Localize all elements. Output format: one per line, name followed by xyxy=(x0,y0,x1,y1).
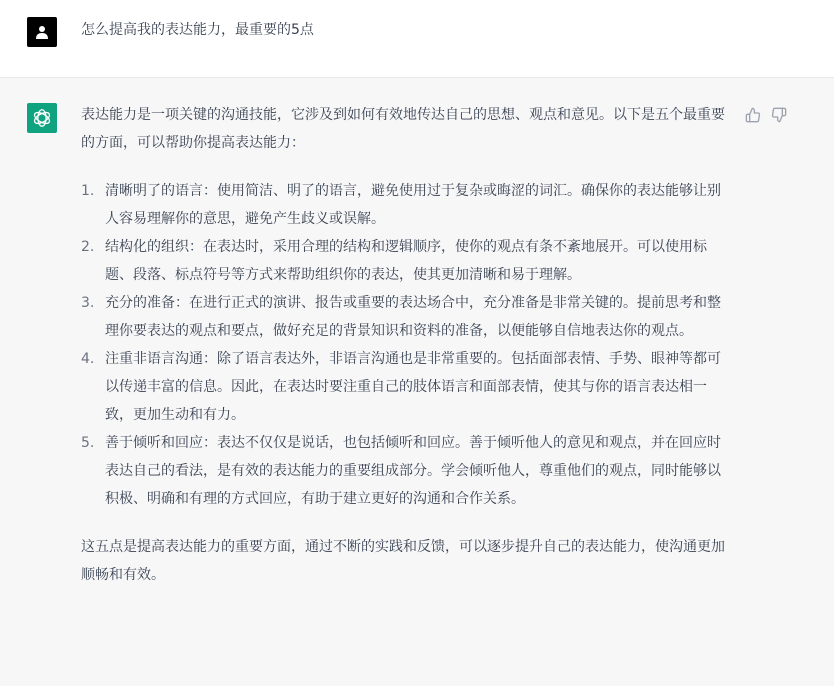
list-item xyxy=(81,345,731,429)
thumbs-up-icon xyxy=(745,107,761,123)
assistant-message-row xyxy=(0,78,834,686)
points-list xyxy=(81,177,731,513)
assistant-message-content xyxy=(81,101,731,589)
user-avatar xyxy=(27,17,57,47)
list-item-text: 善于倾听和回应：表达不仅仅是说话，也包括倾听和回应。善于倾听他人的意见和观点，并在回应时表达自己的看法，是有效的表达能力的重要组成部分。学会倾听他人，尊重他们的观点，同时能够以积极、明确和有理的方式回应，有助于建立更好的沟通和合作关系。 xyxy=(105,435,721,507)
thumbs-up-button[interactable] xyxy=(744,106,762,124)
feedback-buttons xyxy=(744,106,788,124)
user-icon xyxy=(35,25,49,39)
list-item xyxy=(81,177,731,233)
thumbs-down-button[interactable] xyxy=(770,106,788,124)
list-item-number: 5. xyxy=(81,435,95,451)
list-item-text: 清晰明了的语言：使用简洁、明了的语言，避免使用过于复杂或晦涩的词汇。确保你的表达能够让别人容易理解你的意思，避免产生歧义或误解。 xyxy=(105,183,721,227)
list-item-number: 2. xyxy=(81,239,95,255)
assistant-avatar xyxy=(27,103,57,133)
user-message-text: 怎么提高我的表达能力，最重要的5点 xyxy=(81,22,314,38)
list-item-number: 1. xyxy=(81,183,95,199)
list-item xyxy=(81,429,731,513)
list-item-number: 3. xyxy=(81,295,95,311)
list-item-text: 充分的准备：在进行正式的演讲、报告或重要的表达场合中，充分准备是非常关键的。提前思考和整理你要表达的观点和要点，做好充足的背景知识和资料的准备，以便能够自信地表达你的观点。 xyxy=(105,295,721,339)
list-item xyxy=(81,233,731,289)
assistant-intro: 表达能力是一项关键的沟通技能，它涉及到如何有效地传达自己的思想、观点和意见。以下是五个最重要的方面，可以帮助你提高表达能力： xyxy=(81,107,725,151)
list-item-text: 结构化的组织：在表达时，采用合理的结构和逻辑顺序，使你的观点有条不紊地展开。可以使用标题、段落、标点符号等方式来帮助组织你的表达，使其更加清晰和易于理解。 xyxy=(105,239,707,283)
assistant-conclusion: 这五点是提高表达能力的重要方面，通过不断的实践和反馈，可以逐步提升自己的表达能力，使沟通更加顺畅和有效。 xyxy=(81,539,725,583)
openai-logo-icon xyxy=(31,107,53,129)
thumbs-down-icon xyxy=(771,107,787,123)
user-message-row xyxy=(0,0,834,78)
list-item-number: 4. xyxy=(81,351,95,367)
list-item xyxy=(81,289,731,345)
list-item-text: 注重非语言沟通：除了语言表达外，非语言沟通也是非常重要的。包括面部表情、手势、眼神等都可以传递丰富的信息。因此，在表达时要注重自己的肢体语言和面部表情，使其与你的语言表达相一致，更加生动和有力。 xyxy=(105,351,721,423)
